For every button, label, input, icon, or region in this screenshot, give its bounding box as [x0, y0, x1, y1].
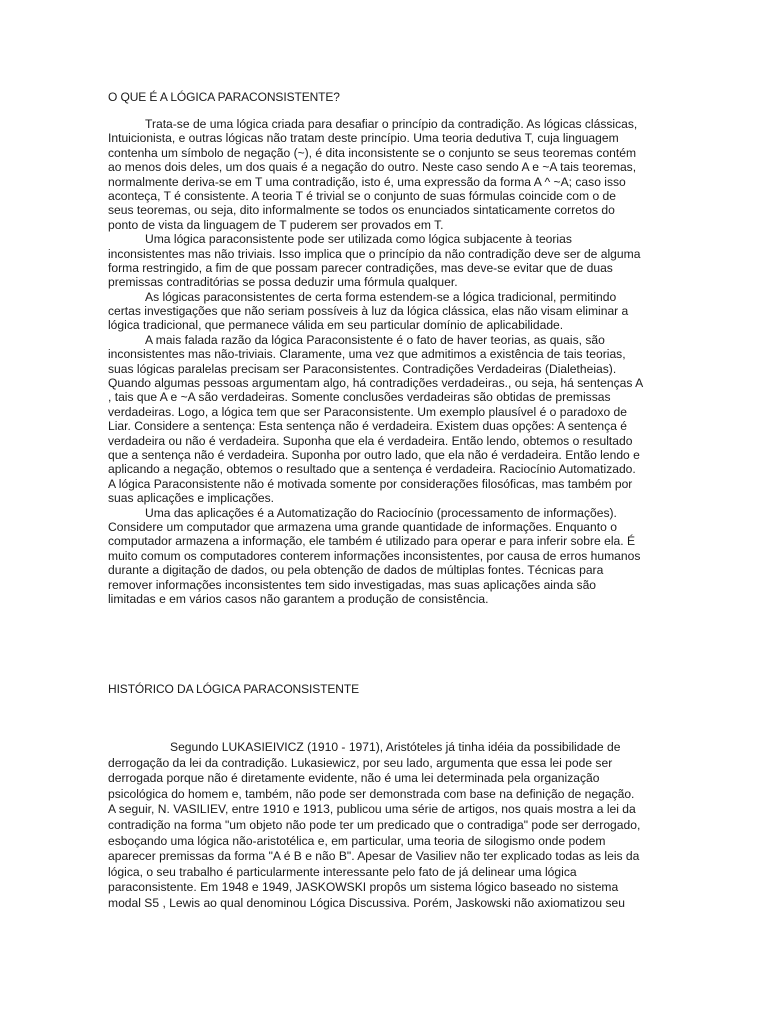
text-line: Segundo LUKASIEIVICZ (1910 - 1971), Aristóteles já tinha idéia da possibilidade de: [170, 740, 621, 754]
text-line: Considere um computador que armazena uma grande quantidade de informações. Enquanto o: [108, 519, 617, 534]
text-line: As lógicas paraconsistentes de certa forma estendem-se a lógica tradicional, permitindo: [145, 289, 617, 304]
text-line: Intuicionista, e outras lógicas não tratam deste princípio. Uma teoria dedutiva T, cuja linguagem: [108, 131, 619, 146]
text-line: certas investigações que não seriam possíveis à luz da lógica clássica, elas não visam eliminar a: [108, 304, 629, 319]
text-line: verdadeira ou não é verdadeira. Suponha que ela é verdadeira. Então lendo, obtemos o resultado: [108, 433, 633, 448]
text-line: lógica tradicional, que permanece válida em seu particular domínio de aplicabilidade.: [108, 318, 564, 333]
text-line: inconsistentes mas não triviais. Isso implica que o princípio da não contradição deve ser de alguma: [108, 246, 641, 261]
text-line: Quando algumas pessoas argumentam algo, há contradições verdadeiras., ou seja, há sentenças A: [108, 376, 644, 391]
section-heading-what-is: O QUE É A LÓGICA PARACONSISTENTE?: [108, 90, 340, 104]
text-line: Liar. Considere a sentença: Esta sentença não é verdadeira. Existem duas opções: A sentença é: [108, 419, 628, 434]
section-heading-history: HISTÓRICO DA LÓGICA PARACONSISTENTE: [108, 682, 359, 696]
text-line: suas aplicações e implicações.: [108, 491, 275, 506]
text-line: Trata-se de uma lógica criada para desafiar o princípio da contradição. As lógicas clássicas,: [145, 117, 638, 131]
text-line: premissas contraditórias se possa deduzir uma fórmula qualquer.: [108, 275, 458, 290]
text-line: A mais falada razão da lógica Paraconsistente é o fato de haver teorias, as quais, são: [145, 332, 605, 347]
text-line: contenha um símbolo de negação (~), é dita inconsistente se o conjunto se seus teoremas contém: [108, 145, 637, 160]
text-line: aparecer premissas da forma "A é B e não B". Apesar de Vasiliev não ter explicado todas as leis da: [108, 849, 640, 864]
text-line: remover informações inconsistentes tem sido investigadas, mas suas aplicações ainda são: [108, 577, 597, 592]
text-line: ao menos dois deles, um dos quais é a negação do outro. Neste caso sendo A e ~A tais teoremas,: [108, 160, 637, 175]
section-body-what-is: [108, 117, 664, 606]
text-line: durante a digitação de dados, ou pela obtenção de dados de múltiplas fontes. Técnicas para: [108, 563, 604, 578]
text-line: suas lógicas paralelas precisam ser Paraconsistentes. Contradições Verdadeiras (Dialetheias).: [108, 361, 617, 376]
text-line: ponto de vista da linguagem de T puderem ser provados em T.: [108, 217, 444, 232]
section-body-history: [108, 740, 664, 912]
text-line: A lógica Paraconsistente não é motivada somente por considerações filosóficas, mas também por: [108, 476, 633, 491]
text-line: lógica, o seu trabalho é particularmente interessante pelo fato de já delinear uma lógica: [108, 864, 577, 879]
text-line: Uma lógica paraconsistente pode ser utilizada como lógica subjacente à teorias: [145, 232, 572, 247]
text-line: modal S5 , Lewis ao qual denominou Lógica Discussiva. Porém, Jaskowski não axiomatizou seu: [108, 895, 625, 910]
text-line: limitadas e em vários casos não garantem a produção de consistência.: [108, 591, 489, 606]
text-line: normalmente deriva-se em T uma contradição, isto é, uma expressão da forma A ^ ~A; caso isso: [108, 174, 626, 189]
text-line: que a sentença não é verdadeira. Suponha por outro lado, que ela não é verdadeira. Então lendo e: [108, 447, 640, 462]
text-line: derrogação da lei da contradição. Lukasiewicz, por seu lado, argumenta que essa lei pode ser: [108, 755, 613, 770]
text-line: Uma das aplicações é a Automatização do Raciocínio (processamento de informações).: [145, 505, 617, 520]
text-line: aplicando a negação, obtemos o resultado que a sentença é verdadeira. Raciocínio Automatizado.: [108, 462, 636, 477]
text-line: esboçando uma lógica não-aristotélica e, em particular, uma teoria de silogismo onde podem: [108, 833, 606, 848]
text-line: seus teoremas, ou seja, dito informalmente se todos os enunciados sintaticamente corretos do: [108, 203, 615, 218]
text-line: psicológica do homem e, também, não pode ser demonstrada com base na definição de negação.: [108, 786, 635, 801]
text-line: , tais que A e ~A são verdadeiras. Somente conclusões verdadeiras são obtidas de premissas: [108, 390, 611, 405]
text-line: derrogada porque não é diretamente evidente, não é uma lei determinada pela organização: [108, 771, 600, 786]
text-line: aconteça, T é consistente. A teoria T é trivial se o conjunto de suas fórmulas coincide com o de: [108, 188, 617, 203]
text-line: muito comum os computadores conterem informações inconsistentes, por causa de erros humanos: [108, 548, 641, 563]
text-line: A seguir, N. VASILIEV, entre 1910 e 1913, publicou uma série de artigos, nos quais mostra a lei da: [108, 802, 636, 817]
text-line: inconsistentes mas não-triviais. Claramente, uma vez que admitimos a existência de tais teorias,: [108, 347, 626, 362]
text-line: verdadeiras. Logo, a lógica tem que ser Paraconsistente. Um exemplo plausível é o paradoxo de: [108, 404, 627, 419]
text-line: forma restringido, a fim de que possam parecer contradições, mas deve-se evitar que de duas: [108, 260, 613, 275]
text-line: paraconsistente. Em 1948 e 1949, JASKOWSKI propôs um sistema lógico baseado no sistema: [108, 880, 619, 895]
text-line: contradição na forma "um objeto não pode ter um predicado que o contradiga" pode ser derrogado,: [108, 817, 641, 832]
text-line: computador armazena a informação, ele também é utilizado para operar e para inferir sobre ela. É: [108, 534, 636, 549]
